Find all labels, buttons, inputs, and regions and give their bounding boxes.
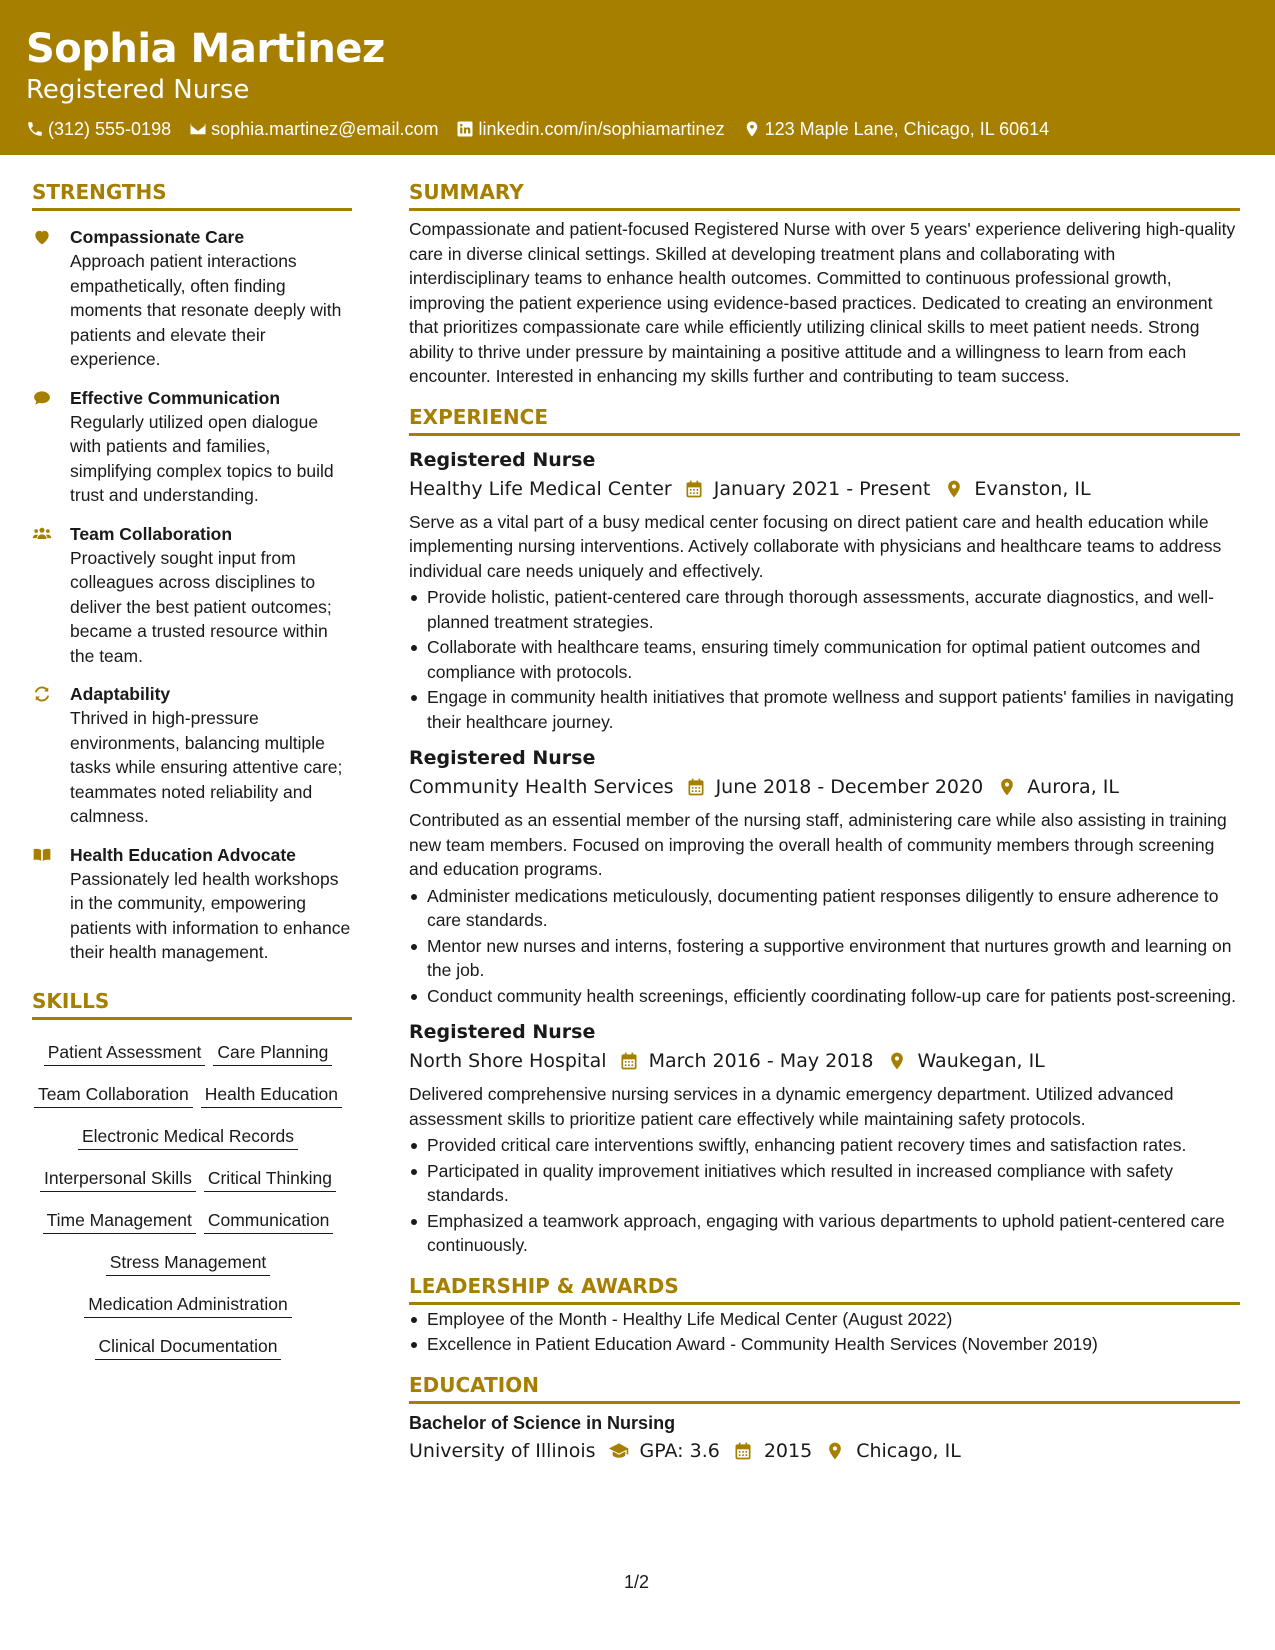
calendar-icon xyxy=(619,1051,639,1071)
skills-list xyxy=(32,1032,352,1368)
job-description: Delivered comprehensive nursing services in a dynamic emergency department. Utilized advanced assessment skills to prioritize patient care effectively while maintaining safety protocols. xyxy=(409,1084,1174,1129)
summary-text: Compassionate and patient-focused Registered Nurse with over 5 years' experience delivering high-quality care in diverse clinical settings. Skilled at developing treatment plans and collaborating with interdisciplinary teams to enhance health outcomes. Committed to continuous professional growth, improving the patient experience using evidence-based practices. Dedicated to creating an environment that prioritizes compassionate care while efficiently utilizing clinical skills to meet patient needs. Strong ability to thrive under pressure by maintaining a positive attitude and a willingness to learn from each encounter. Interested in enhancing my skills further and contributing to team success. xyxy=(409,219,1236,386)
job-location: Aurora, IL xyxy=(1027,776,1119,798)
map-pin-icon xyxy=(944,479,964,499)
strength-title: Team Collaboration xyxy=(70,523,233,544)
job-title: Registered Nurse xyxy=(409,1021,596,1043)
bullet-item: Emphasized a teamwork approach, engaging with various departments to uphold patient-centered care continuously. xyxy=(409,1209,1240,1258)
skill-tag: Team Collaboration xyxy=(34,1082,193,1108)
right-column xyxy=(409,178,1240,1466)
bullet-item: Administer medications meticulously, documenting patient responses diligently to ensure adherence to care standards. xyxy=(409,884,1240,933)
summary-heading: SUMMARY xyxy=(409,178,1240,211)
experience-heading: EXPERIENCE xyxy=(409,403,1240,436)
job-dates: June 2018 - December 2020 xyxy=(715,776,984,798)
bullet-item: Conduct community health screenings, efficiently coordinating follow-up care for patients post-screening. xyxy=(409,984,1240,1009)
phone-text: (312) 555-0198 xyxy=(48,119,172,139)
strength-item xyxy=(32,386,352,508)
job-location: Waukegan, IL xyxy=(917,1050,1045,1072)
job-entry xyxy=(409,1018,1240,1258)
heart-icon xyxy=(32,227,52,247)
job-title: Registered Nurse xyxy=(409,448,596,471)
book-icon xyxy=(32,845,52,865)
skill-tag: Clinical Documentation xyxy=(95,1334,282,1360)
page-number: 1/2 xyxy=(624,1572,650,1592)
contact-email[interactable] xyxy=(189,116,438,142)
skill-tag: Time Management xyxy=(43,1208,196,1234)
education-year: 2015 xyxy=(763,1439,813,1462)
bullet-item: Provide holistic, patient-centered care through thorough assessments, accurate diagnostics, and well-planned treatment strategies. xyxy=(409,585,1240,634)
skill-tag: Stress Management xyxy=(106,1250,271,1276)
skill-tag: Critical Thinking xyxy=(204,1166,336,1192)
candidate-name: Sophia Martinez xyxy=(26,26,385,72)
users-icon xyxy=(32,524,52,544)
bullet-item: Provided critical care interventions swiftly, enhancing patient recovery times and satisfaction rates. xyxy=(409,1133,1240,1158)
map-pin-icon xyxy=(824,1441,846,1461)
strengths-heading: STRENGTHS xyxy=(32,178,352,211)
job-meta xyxy=(409,474,1240,504)
job-entry xyxy=(409,744,1240,1008)
award-item: Employee of the Month - Healthy Life Medical Center (August 2022) xyxy=(409,1307,1240,1332)
contact-phone[interactable] xyxy=(26,116,171,142)
map-pin-icon xyxy=(997,777,1017,797)
calendar-icon xyxy=(684,479,704,499)
resume-header xyxy=(0,0,1275,155)
map-pin-icon xyxy=(743,120,761,138)
linkedin-icon xyxy=(456,120,474,138)
linkedin-text: linkedin.com/in/sophiamartinez xyxy=(478,119,725,139)
strength-desc: Regularly utilized open dialogue with patients and families, simplifying complex topics to build trust and understanding. xyxy=(70,411,334,505)
job-company: North Shore Hospital xyxy=(409,1050,607,1072)
skill-tag: Care Planning xyxy=(213,1040,332,1066)
strength-desc: Approach patient interactions empathetically, often finding moments that resonate deeply with patients and elevate their experience. xyxy=(70,251,342,369)
calendar-icon xyxy=(686,777,706,797)
skill-tag: Patient Assessment xyxy=(44,1040,206,1066)
job-dates: January 2021 - Present xyxy=(713,477,931,500)
awards-heading: LEADERSHIP & AWARDS xyxy=(409,1272,1240,1305)
education-location: Chicago, IL xyxy=(856,1439,961,1462)
bullet-item: Mentor new nurses and interns, fostering a supportive environment that nurtures growth and learning on the job. xyxy=(409,934,1240,983)
education-school: University of Illinois xyxy=(409,1439,596,1462)
phone-icon xyxy=(26,120,44,138)
job-bullets xyxy=(409,585,1240,734)
strength-item xyxy=(32,225,352,372)
envelope-icon xyxy=(189,120,207,138)
job-location: Evanston, IL xyxy=(974,477,1091,500)
education-meta xyxy=(409,1436,1240,1466)
strength-title: Effective Communication xyxy=(70,387,281,408)
award-item: Excellence in Patient Education Award - Community Health Services (November 2019) xyxy=(409,1332,1240,1357)
skills-heading: SKILLS xyxy=(32,987,352,1020)
skill-tag: Medication Administration xyxy=(84,1292,291,1318)
strength-desc: Thrived in high-pressure environments, balancing multiple tasks while ensuring attentive care; teammates noted reliability and calmness. xyxy=(70,708,343,826)
job-bullets xyxy=(409,1133,1240,1258)
education-heading: EDUCATION xyxy=(409,1371,1240,1404)
bullet-item: Engage in community health initiatives that promote wellness and support patients' families in navigating their healthcare journey. xyxy=(409,685,1240,734)
strength-title: Health Education Advocate xyxy=(70,844,296,865)
candidate-title: Registered Nurse xyxy=(26,75,250,105)
strength-item xyxy=(32,522,352,669)
awards-list xyxy=(409,1307,1240,1357)
skill-tag: Interpersonal Skills xyxy=(40,1166,196,1192)
job-description: Serve as a vital part of a busy medical center focusing on direct patient care and health education while implementing nursing interventions. Actively collaborate with physicians and healthcare teams to address individual care needs uniquely and effectively. xyxy=(409,511,1222,581)
strength-desc: Proactively sought input from colleagues across disciplines to deliver the best patient outcomes; became a trusted resource within the team. xyxy=(70,547,332,666)
skill-tag: Communication xyxy=(204,1208,334,1234)
job-company: Healthy Life Medical Center xyxy=(409,477,672,500)
job-title: Registered Nurse xyxy=(409,747,596,769)
contact-bar xyxy=(26,116,1275,142)
speech-bubble-icon xyxy=(32,388,52,408)
skill-tag: Electronic Medical Records xyxy=(78,1124,298,1150)
job-meta xyxy=(409,772,1240,802)
job-company: Community Health Services xyxy=(409,776,674,798)
education-degree: Bachelor of Science in Nursing xyxy=(409,1412,676,1433)
skill-tag: Health Education xyxy=(201,1082,342,1108)
strength-item xyxy=(32,843,352,965)
job-description: Contributed as an essential member of the nursing staff, administering care while also assisting in training new team members. Focused on improving the overall health of community members through screening and education programs. xyxy=(409,810,1227,879)
address-text: 123 Maple Lane, Chicago, IL 60614 xyxy=(764,119,1050,139)
map-pin-icon xyxy=(887,1051,907,1071)
strength-desc: Passionately led health workshops in the community, empowering patients with information to enhance their health management. xyxy=(70,868,351,962)
strength-title: Adaptability xyxy=(70,684,171,704)
strength-item xyxy=(32,682,352,829)
calendar-icon xyxy=(732,1441,754,1461)
left-column xyxy=(32,178,352,1368)
strength-title: Compassionate Care xyxy=(70,227,245,247)
bullet-item: Participated in quality improvement initiatives which resulted in increased compliance with safety standards. xyxy=(409,1159,1240,1208)
job-bullets xyxy=(409,884,1240,1009)
job-meta xyxy=(409,1046,1240,1076)
education-gpa: GPA: 3.6 xyxy=(639,1439,720,1462)
contact-linkedin[interactable] xyxy=(456,116,724,142)
graduation-cap-icon xyxy=(608,1441,630,1461)
contact-address xyxy=(743,116,1050,142)
job-entry xyxy=(409,446,1240,735)
job-dates: March 2016 - May 2018 xyxy=(648,1050,874,1072)
bullet-item: Collaborate with healthcare teams, ensuring timely communication for optimal patient outcomes and compliance with protocols. xyxy=(409,635,1240,684)
sync-icon xyxy=(32,684,52,704)
email-text: sophia.martinez@email.com xyxy=(211,119,439,139)
